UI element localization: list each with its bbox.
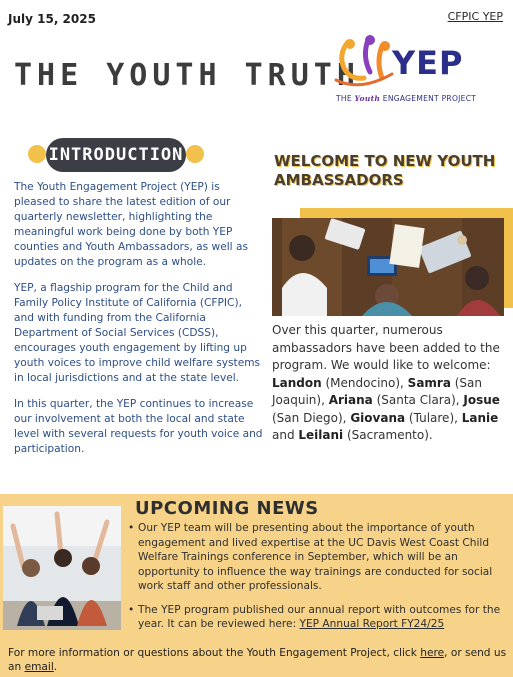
footer-text: . xyxy=(53,661,58,673)
welcome-heading: WELCOME TO NEW YOUTH AMBASSADORS xyxy=(274,152,496,189)
upcoming-news-list xyxy=(128,521,508,641)
masthead-title: THE YOUTH TRUTH xyxy=(14,58,360,93)
yep-logo-figures-icon xyxy=(330,34,400,94)
list-item: • Our YEP team will be presenting about the importance of youth engagement and lived expertise at the UC Davis West Coast Child Welfare Trainings conference in September, which will be an opportunity to influence the way trainings are conducted for social work staff and other professionals. xyxy=(128,521,508,594)
yep-logo xyxy=(330,34,500,112)
here-link[interactable]: here xyxy=(420,647,445,659)
ambassador-county: (Santa Clara), xyxy=(372,393,464,407)
welcome-intro-text: Over this quarter, numerous ambassadors have been added to the program. We would like to welcome: xyxy=(272,323,500,372)
ambassador-county: and xyxy=(272,428,299,442)
ambassador-county: (San Diego), xyxy=(272,410,351,425)
footer-text: For more information or questions about the Youth Engagement Project, click xyxy=(8,647,421,659)
logo-tagline xyxy=(336,94,476,103)
ambassador-county: (Tulare), xyxy=(405,410,462,425)
intro-paragraph: YEP, a flagship program for the Child and Family Policy Institute of California (CFPIC), and with funding from the California Department of Social Services (CDSS), encourages youth engagement by lifting up youth voices to improve child welfare systems in local jurisdictions and at the state level. xyxy=(14,282,261,384)
team-meeting-photo xyxy=(272,218,504,316)
logo-tag-script: Youth xyxy=(354,94,381,103)
intro-right-dot xyxy=(186,145,204,163)
intro-paragraph: In this quarter, the YEP continues to increase our involvement at both the local and state level with several requests for youth voice and participation. xyxy=(14,398,263,455)
cfpic-yep-link[interactable]: CFPIC YEP xyxy=(447,10,503,23)
celebration-photo xyxy=(3,506,121,630)
ambassador-name: Ariana xyxy=(328,393,373,407)
intro-body xyxy=(14,180,264,468)
email-link[interactable]: email xyxy=(24,661,54,673)
ambassador-name: Landon xyxy=(272,375,322,390)
ambassador-name: Josue xyxy=(463,393,500,407)
intro-paragraph: The Youth Engagement Project (YEP) is pleased to share the latest edition of our quarterly newsletter, highlighting the meaningful work being done by both YEP counties and Youth Ambassadors, as well as updates on the program as a whole. xyxy=(14,181,248,268)
upcoming-news-heading: UPCOMING NEWS xyxy=(135,498,319,519)
ambassador-name: Giovana xyxy=(350,410,406,425)
ambassador-county: (Mendocino), xyxy=(321,375,408,390)
logo-tag-prefix: THE xyxy=(336,94,355,103)
logo-tag-suffix: ENGAGEMENT PROJECT xyxy=(380,94,477,103)
footer-contact xyxy=(8,646,508,674)
ambassador-name: Lanie xyxy=(461,410,499,425)
ambassador-name: Leilani xyxy=(298,428,344,442)
welcome-body xyxy=(272,322,508,445)
intro-heading: INTRODUCTION xyxy=(46,138,186,172)
newsletter-date: July 15, 2025 xyxy=(8,12,96,26)
annual-report-link[interactable]: YEP Annual Report FY24/25 xyxy=(299,618,445,630)
logo-acronym: YEP xyxy=(392,44,464,82)
list-item-text: The YEP program published our annual report with outcomes for the year. It can be reviewed here: xyxy=(138,603,501,630)
intro-left-dot xyxy=(28,145,46,163)
ambassador-county: (San Joaquin), xyxy=(272,375,483,407)
ambassador-name: Samra xyxy=(407,375,451,390)
footer-text: , or send us an xyxy=(8,647,507,673)
ambassador-county: (Sacramento). xyxy=(343,428,433,442)
list-item xyxy=(128,603,508,632)
